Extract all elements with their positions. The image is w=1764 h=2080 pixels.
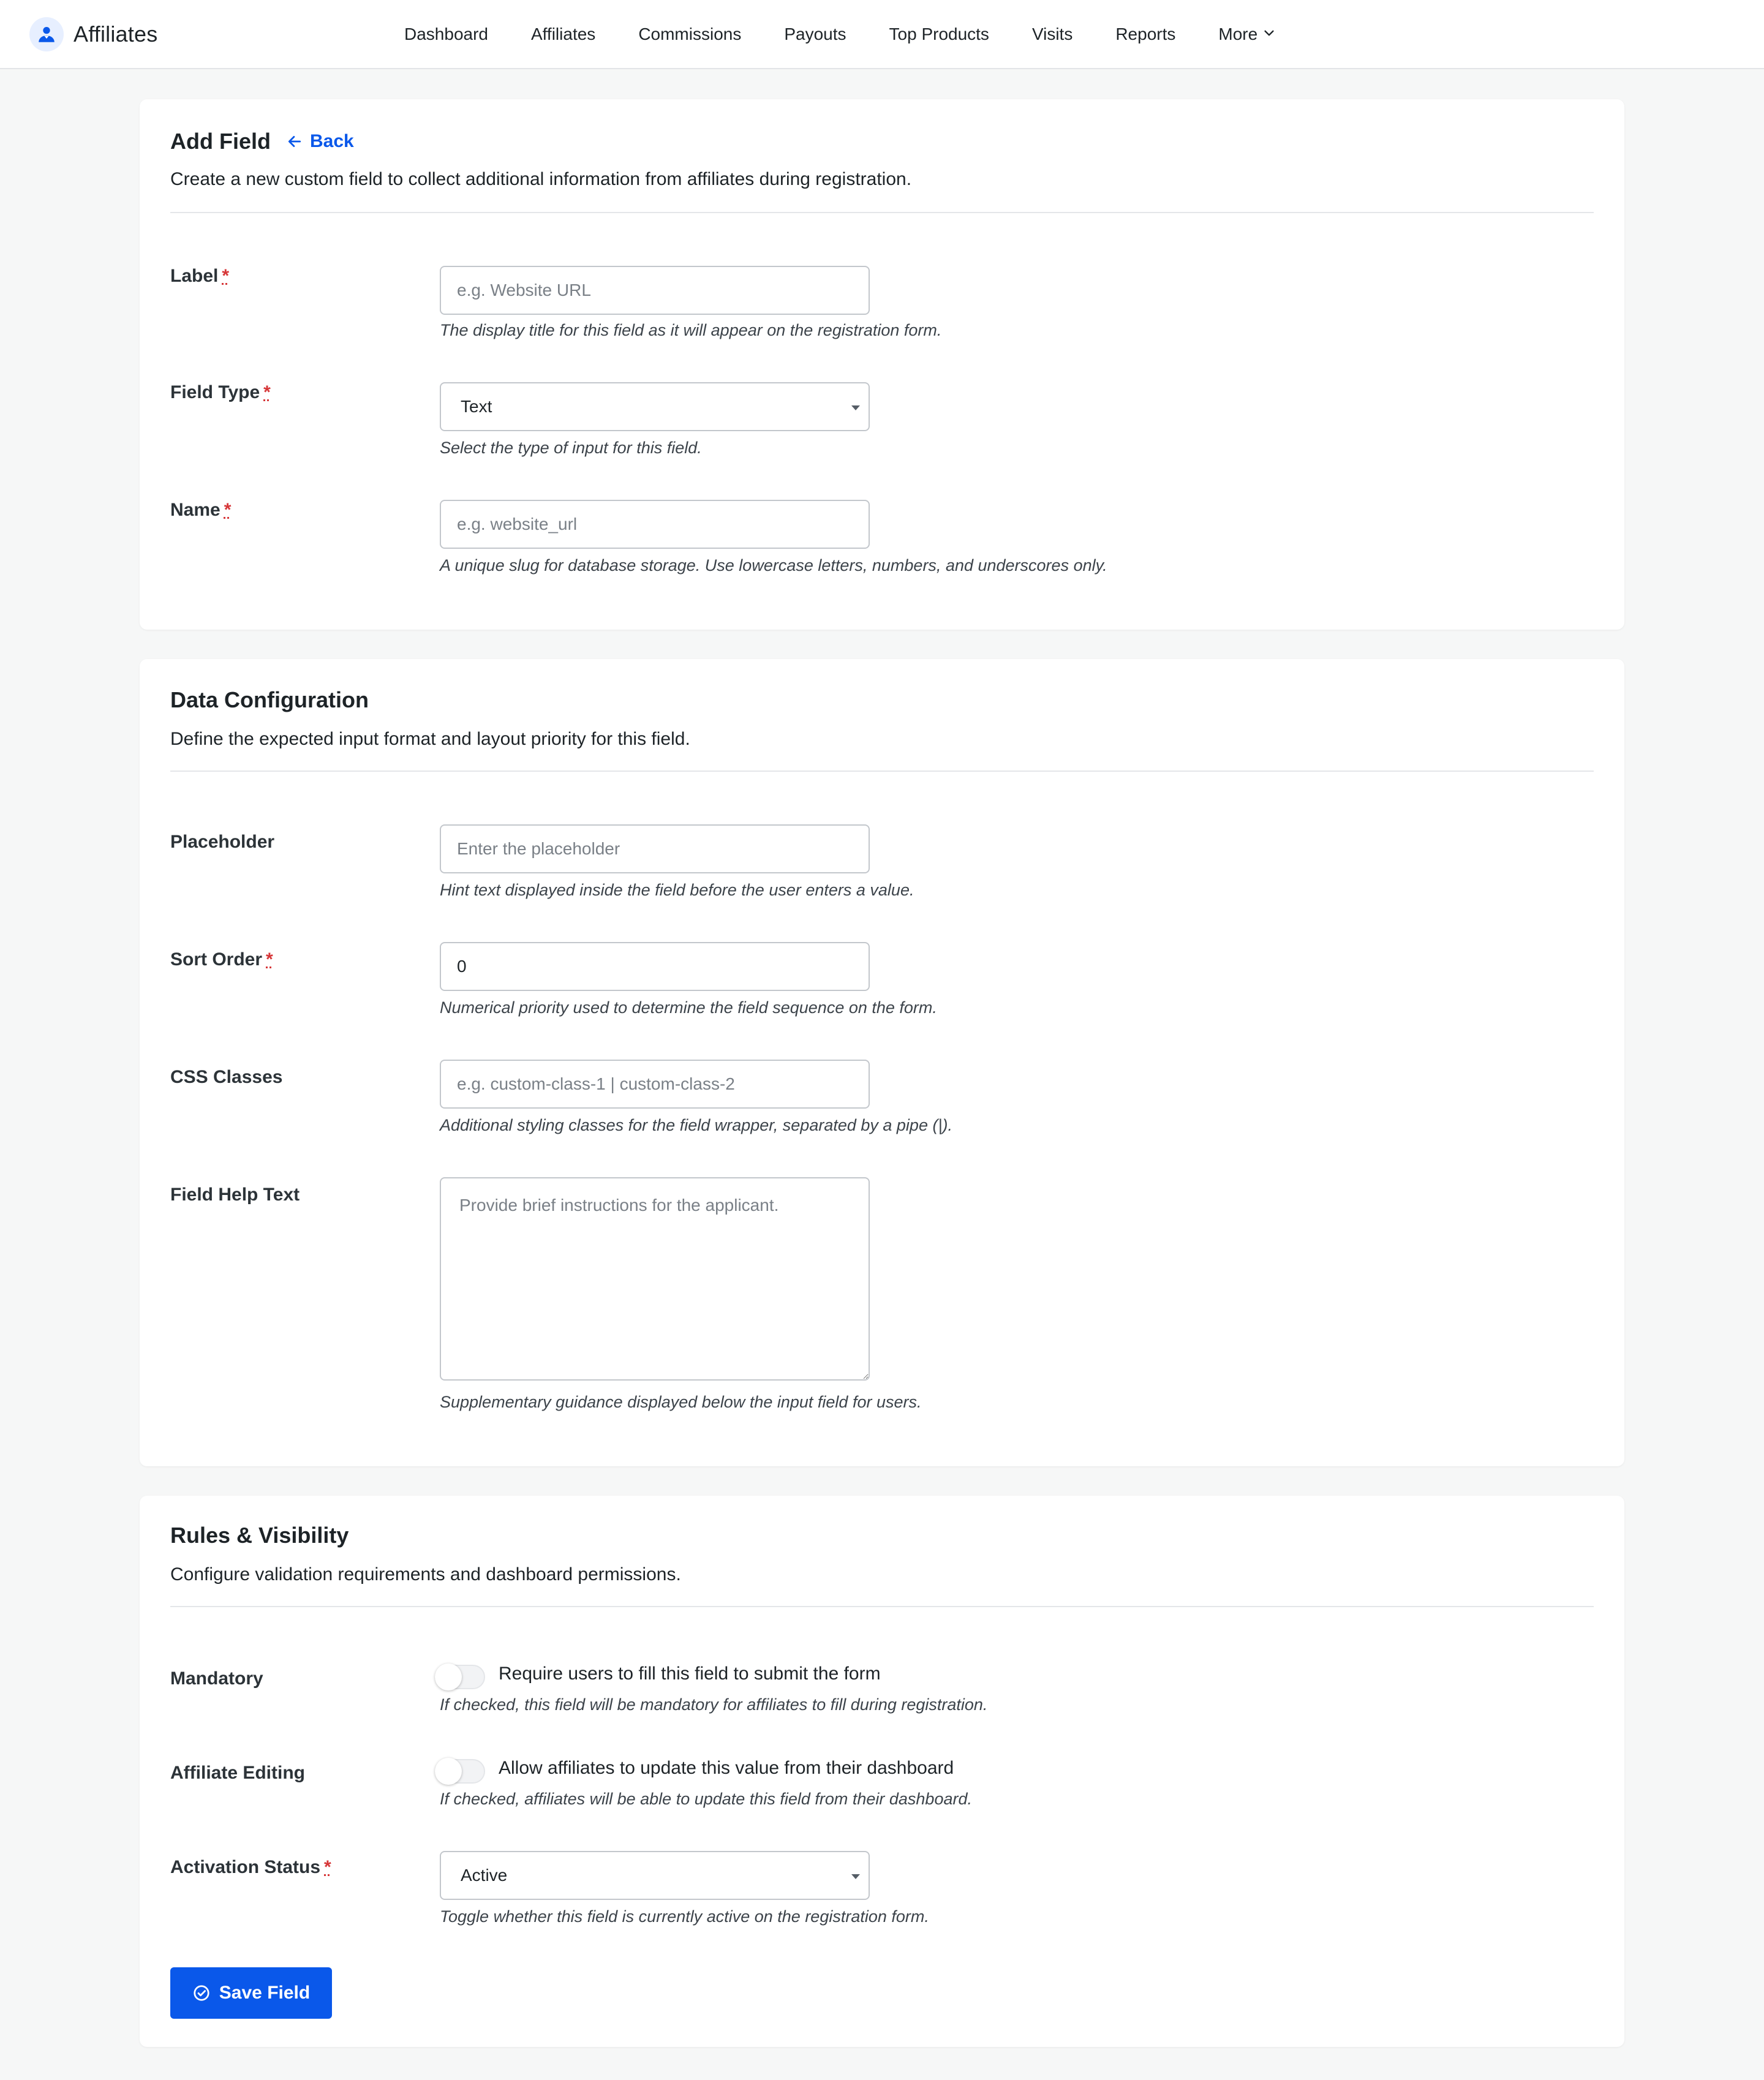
nav-label: Payouts <box>784 24 846 43</box>
field-type-select[interactable] <box>440 382 870 431</box>
label-field-label <box>170 266 229 287</box>
sort-order-label <box>170 949 273 970</box>
mandatory-toggle[interactable] <box>435 1665 485 1689</box>
nav-reports[interactable] <box>1115 24 1175 44</box>
divider <box>170 771 1594 772</box>
top-nav-bar <box>0 0 1764 69</box>
card-title-text: Add Field <box>170 129 271 154</box>
placeholder-hint: Hint text displayed inside the field before the user enters a value. <box>440 881 914 899</box>
data-configuration-card <box>140 659 1624 1466</box>
field-type-label <box>170 382 271 403</box>
card-header <box>170 129 1594 189</box>
placeholder-input[interactable] <box>440 824 870 873</box>
card-description: Configure validation requirements and dashboard permissions. <box>170 1564 681 1584</box>
placeholder-label <box>170 832 274 853</box>
required-marker: * <box>324 1857 331 1877</box>
mandatory-hint: If checked, this field will be mandatory for affiliates to fill during registration. <box>440 1695 988 1714</box>
add-field-card <box>140 99 1624 630</box>
nav-label: Reports <box>1115 24 1176 43</box>
affiliate-editing-hint: If checked, affiliates will be able to update this field from their dashboard. <box>440 1790 972 1808</box>
toggle-knob <box>435 1758 462 1785</box>
affiliate-editing-label: Affiliate Editing <box>170 1763 305 1783</box>
activation-status-hint: Toggle whether this field is currently active on the registration form. <box>440 1907 929 1926</box>
toggle-knob <box>435 1664 462 1690</box>
mandatory-label: Mandatory <box>170 1668 263 1689</box>
activation-status-label <box>170 1857 331 1878</box>
field-type-value: Text <box>461 397 492 416</box>
sort-order-input[interactable] <box>440 942 870 991</box>
activation-status-value: Active <box>461 1866 508 1885</box>
save-field-button[interactable] <box>170 1967 332 2019</box>
nav-top-products[interactable] <box>889 24 989 44</box>
css-classes-hint: Additional styling classes for the field wrapper, separated by a pipe (|). <box>440 1116 952 1134</box>
css-classes-label <box>170 1067 282 1088</box>
card-description: Create a new custom field to collect additional information from affiliates during registration. <box>170 169 912 189</box>
nav-label: Dashboard <box>404 24 488 43</box>
back-link[interactable] <box>287 131 354 152</box>
label-text: Field Type <box>170 382 260 402</box>
card-description: Define the expected input format and layout priority for this field. <box>170 729 690 749</box>
nav-more[interactable] <box>1218 24 1276 44</box>
sort-order-hint: Numerical priority used to determine the field sequence on the form. <box>440 998 937 1017</box>
chevron-down-icon <box>1262 24 1276 44</box>
label-text: Label <box>170 266 219 286</box>
required-marker: * <box>224 500 232 520</box>
label-text: Sort Order <box>170 949 263 970</box>
nav-label: More <box>1218 24 1258 43</box>
page-title <box>170 129 1594 154</box>
nav-dashboard[interactable] <box>404 24 488 44</box>
nav-label: Commissions <box>638 24 742 43</box>
check-circle-icon <box>192 1984 211 2002</box>
card-header <box>170 687 1594 749</box>
caret-down-icon <box>851 1874 860 1879</box>
affiliate-user-icon <box>29 17 64 51</box>
css-classes-input[interactable] <box>440 1060 870 1109</box>
card-header <box>170 1523 1594 1584</box>
nav-visits[interactable] <box>1032 24 1072 44</box>
name-label <box>170 500 231 521</box>
field-type-hint: Select the type of input for this field. <box>440 439 702 457</box>
label-text: Activation Status <box>170 1857 321 1877</box>
mandatory-toggle-label: Require users to fill this field to submit the form <box>499 1664 881 1684</box>
section-title: Data Configuration <box>170 687 369 712</box>
caret-down-icon <box>851 405 860 410</box>
arrow-left-icon <box>287 134 303 149</box>
required-marker: * <box>222 266 230 286</box>
main-nav <box>404 0 1319 69</box>
label-text: Field Help Text <box>170 1185 300 1205</box>
name-hint: A unique slug for database storage. Use lowercase letters, numbers, and underscores only. <box>440 556 1107 575</box>
affiliate-editing-toggle-label: Allow affiliates to update this value from their dashboard <box>499 1758 954 1778</box>
activation-status-select[interactable] <box>440 1851 870 1900</box>
rules-visibility-card <box>140 1496 1624 2047</box>
required-marker: * <box>263 382 271 402</box>
nav-label: Affiliates <box>530 24 596 43</box>
divider <box>170 1606 1594 1607</box>
label-input[interactable] <box>440 266 870 315</box>
label-text: CSS Classes <box>170 1067 283 1087</box>
affiliate-editing-toggle[interactable] <box>435 1759 485 1784</box>
section-title: Rules & Visibility <box>170 1523 349 1548</box>
nav-commissions[interactable] <box>638 24 741 44</box>
nav-label: Visits <box>1031 24 1073 43</box>
brand-name: Affiliates <box>74 21 158 47</box>
required-marker: * <box>266 949 273 970</box>
label-hint: The display title for this field as it will appear on the registration form. <box>440 321 942 339</box>
help-text-textarea[interactable] <box>440 1177 870 1381</box>
nav-label: Top Products <box>889 24 989 43</box>
nav-affiliates[interactable] <box>531 24 595 44</box>
divider <box>170 212 1594 213</box>
nav-payouts[interactable] <box>784 24 846 44</box>
label-text: Name <box>170 500 221 520</box>
back-label: Back <box>310 131 354 151</box>
brand[interactable] <box>29 16 157 53</box>
name-input[interactable] <box>440 500 870 549</box>
help-text-label <box>170 1185 300 1205</box>
save-field-label: Save Field <box>219 1983 311 2003</box>
help-text-hint: Supplementary guidance displayed below the input field for users. <box>440 1393 922 1411</box>
label-text: Placeholder <box>170 832 275 852</box>
